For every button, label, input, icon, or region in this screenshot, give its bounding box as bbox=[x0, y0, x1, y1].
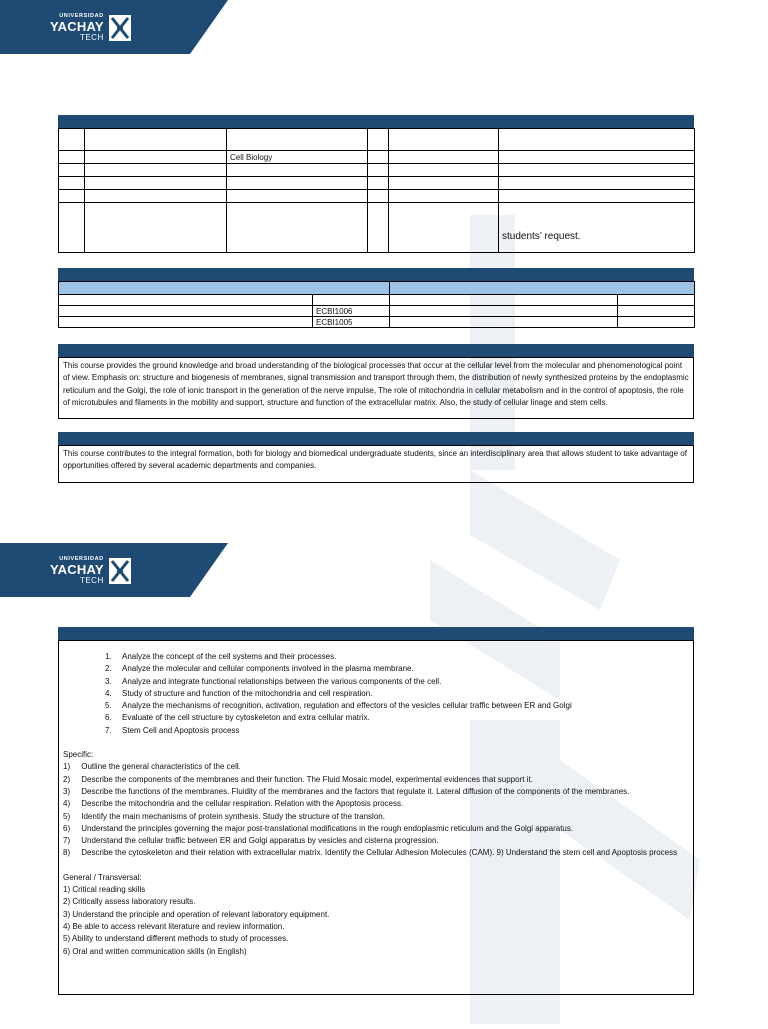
logo-yachay-text: YACHAY bbox=[50, 19, 104, 35]
list-item: 4. Study of structure and function of the mitochondria and cell respiration. bbox=[105, 688, 373, 698]
transversal-objectives-list bbox=[63, 884, 689, 958]
list-item: 7. Stem Cell and Apoptosis process bbox=[105, 725, 240, 735]
list-item: 4) Describe the mitochondria and the cellular respiration. Relation with the Apoptosis process. bbox=[63, 799, 404, 809]
list-item: 6. Evaluate of the cell structure by cytoskeleton and extra cellular matrix. bbox=[105, 713, 370, 723]
list-item: 5. Analyze the mechanisms of recognition, activation, regulation and effectors of the vesicles cellular traffic between ER and Golgi bbox=[105, 701, 572, 711]
contribution-box bbox=[58, 445, 694, 483]
course-contribution-text: This course contributes to the integral formation, both for biology and biomedical undergraduate students, since an interdisciplinary area that allows student to take advantage of opportunities offered by several academic departments and companies. bbox=[63, 449, 687, 471]
logo-mark-icon bbox=[109, 15, 131, 41]
yachay-tech-logo bbox=[50, 8, 131, 48]
list-item: 1) Outline the general characteristics of the cell. bbox=[63, 762, 241, 772]
course-description-text: This course provides the ground knowledge and broad understanding of the biological processes that occur at the cellular level from the molecular and phenomenological point of view. Emphasis on: structure and biogenesis of membranes, signal transmission and transport through them, the distribution of newly synthesized proteins by the endoplasmic reticulum and the Golgi, the role of ionic transport in the generation of the nerve impulse, The role of mitochondria in cellular metabolism and in the control of apoptosis, the role of microtubules and filaments in the mobility and support, structure and function of the extracellular matrix. Also, the study of cellular linage and stem cells. bbox=[63, 361, 689, 407]
list-item: 6) Understand the principles governing the major post-translational modifications in the rough endoplasmic reticulum and the Golgi apparatus. bbox=[63, 823, 574, 833]
list-item: 4) Be able to access relevant literature and review information. bbox=[63, 921, 285, 931]
specific-objectives-title: Specific: bbox=[63, 750, 94, 760]
list-item: 2) Critically assess laboratory results. bbox=[63, 897, 196, 907]
prereq-code-2: ECBI1005 bbox=[313, 317, 390, 328]
list-item: 6) Oral and written communication skills (in English) bbox=[63, 946, 247, 956]
logo-university-text: UNIVERSIDAD bbox=[59, 12, 104, 19]
students-request-cell: students’ request. bbox=[499, 203, 695, 253]
yachay-tech-logo-2 bbox=[50, 551, 131, 591]
contribution-header-bar bbox=[58, 432, 694, 445]
list-item: 8) Describe the cytoskeleton and their relation with extracellular matrix. Identify the Cellular Adhesion Molecules (CAM). 9) Understand the stem cell and Apoptosis process bbox=[63, 848, 678, 858]
page-1-header-banner bbox=[0, 0, 228, 54]
logo-tech-text: TECH bbox=[79, 576, 104, 586]
specific-objectives-list bbox=[63, 761, 689, 859]
list-item: 1) Critical reading skills bbox=[63, 885, 146, 895]
list-item: 7) Understand the cellular traffic between ER and Golgi apparatus by vesicles and cisterna progression. bbox=[63, 836, 439, 846]
objectives-header-bar bbox=[58, 627, 694, 640]
list-item: 1. Analyze the concept of the cell systems and their processes. bbox=[105, 652, 337, 661]
prerequisites-table bbox=[58, 281, 694, 328]
list-item: 5) Ability to understand different methods to study of processes. bbox=[63, 934, 289, 944]
prereq-code-1: ECBI1006 bbox=[313, 306, 390, 317]
transversal-objectives-title: General / Transversal: bbox=[63, 872, 142, 882]
description-box bbox=[58, 357, 694, 419]
general-objectives-list bbox=[63, 651, 689, 737]
page-2-header-banner bbox=[0, 543, 228, 597]
list-item: 3) Describe the functions of the membranes. Fluidity of the membranes and the factors that regulate it. Lateral diffusion of the components of the membranes. bbox=[63, 786, 630, 796]
list-item: 5) Identify the main mechanisms of protein synthesis. Study the structure of the translon. bbox=[63, 811, 385, 821]
list-item: 3. Analyze and integrate functional relationships between the various components of the cell. bbox=[105, 676, 442, 686]
objectives-box bbox=[58, 640, 694, 995]
logo-mark-icon bbox=[109, 558, 131, 584]
course-name-cell: Cell Biology bbox=[227, 151, 368, 164]
general-info-header-bar bbox=[58, 115, 694, 128]
description-header-bar bbox=[58, 344, 694, 357]
general-info-table bbox=[58, 128, 694, 253]
logo-yachay-text: YACHAY bbox=[50, 562, 104, 578]
list-item: 2) Describe the components of the membranes and their function. The Fluid Mosaic model, experimental evidences that support it. bbox=[63, 774, 533, 784]
prerequisites-header-bar bbox=[58, 268, 694, 281]
list-item: 2. Analyze the molecular and cellular components involved in the plasma membrane. bbox=[105, 664, 414, 674]
logo-university-text: UNIVERSIDAD bbox=[59, 555, 104, 562]
list-item: 3) Understand the principle and operation of relevant laboratory equipment. bbox=[63, 909, 330, 919]
logo-tech-text: TECH bbox=[79, 33, 104, 43]
